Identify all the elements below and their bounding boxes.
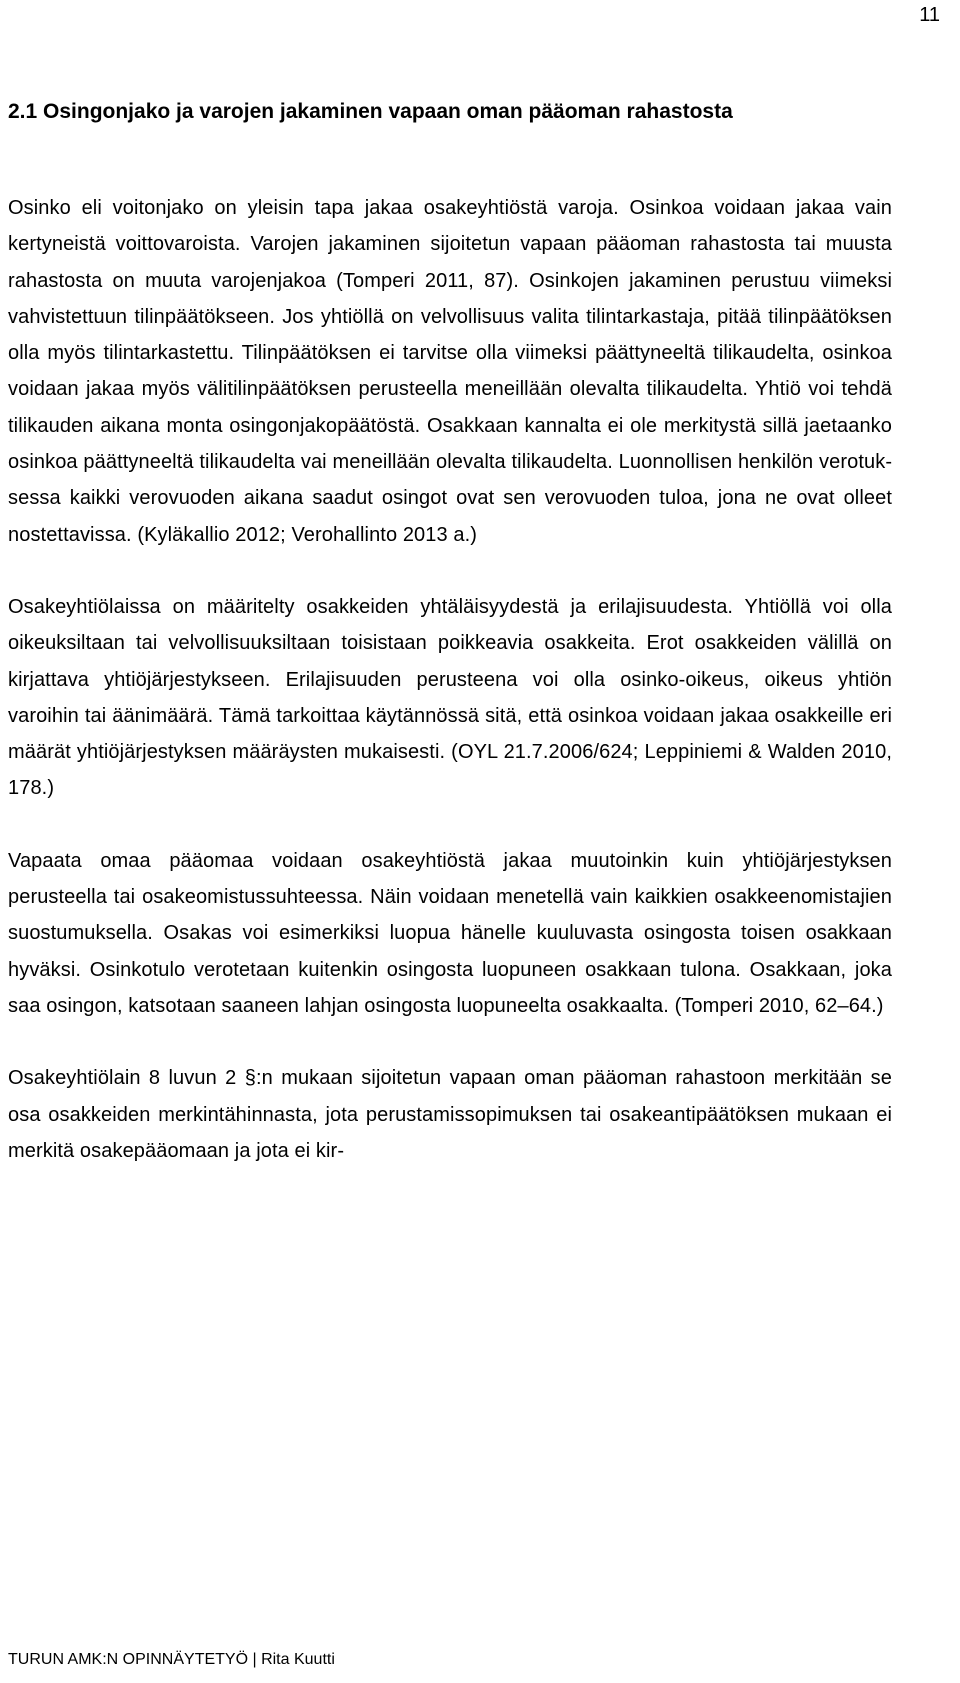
- section-heading: 2.1 Osingonjako ja varojen jakaminen vapaan oman pääoman rahastosta: [8, 100, 733, 123]
- body-text: [8, 190, 892, 1205]
- paragraph-dividends: Osinko eli voitonjako on yleisin tapa jakaa osakeyhtiöstä varoja. Osinkoa voidaan jakaa vain kertyneistä voittovaroista. Varojen jakaminen sijoitetun vapaan pääoman rahastosta tai muusta rahastosta on muuta varojenjakoa (Tomperi 2011, 87). Osinkojen jakaminen perustuu viimeksi vahvistettuun tilinpäätökseen. Jos yhtiöllä on velvollisuus valita tilintarkastaja, pitää tilinpäätöksen olla myös tilintarkastettu. Tilinpäätöksen ei tarvitse olla viimeksi päättyneeltä tilikaudelta, osinkoa voidaan jakaa myös välitilinpäätöksen perusteella meneillään olevalta tilikaudelta. Yhtiö voi tehdä tilikauden aikana monta osingonjakopäätöstä. Osakkaan kannalta ei ole merkitystä sillä jaetaanko osinkoa päättyneeltä tilikaudelta vai meneillään olevalta tilikaudelta. Luonnollisen henkilön verotuksessa kaikki verovuoden aikana saadut osingot ovat sen verovuoden tuloa, jona ne ovat olleet nostettavissa. (Kyläkallio 2012; Verohallinto 2013 a.): [8, 197, 892, 546]
- page-footer: TURUN AMK:N OPINNÄYTETYÖ | Rita Kuutti: [8, 1651, 335, 1668]
- paragraph-invested-fund: Osakeyhtiölain 8 luvun 2 §:n mukaan sijoitetun vapaan oman pääoman rahastoon merkitään se osa osakkeiden merkintähinnasta, jota perustamissopimuksen tai osakeantipäätöksen mukaan ei merkitä osakepääomaan ja jota ei kir-: [8, 1067, 892, 1162]
- paragraph-share-classes: Osakeyhtiölaissa on määritelty osakkeiden yhtäläisyydestä ja erilajisuudesta. Yhtiöllä voi olla oikeuksiltaan tai velvollisuuksiltaan toisistaan poikkeavia osakkeita. Erot osakkeiden välillä on kirjattava yhtiöjärjestykseen. Erilajisuuden perusteena voi olla osinko-oikeus, oikeus yhtiön varoihin tai äänimäärä. Tämä tarkoittaa käytännössä sitä, että osinkoa voidaan jakaa osakkeille eri määrät yhtiöjärjestyksen määräysten mukaisesti. (OYL 21.7.2006/624; Leppiniemi & Walden 2010, 178.): [8, 595, 892, 800]
- paragraph-free-equity: Vapaata omaa pääomaa voidaan osakeyhtiöstä jakaa muutoinkin kuin yhtiöjärjestyksen perusteella tai osakeomistussuhteessa. Näin voidaan menetellä vain kaikkien osakkeenomistajien suostumuksella. Osakas voi esimerkiksi luopua hänelle kuuluvasta osingosta toisen osakkaan hyväksi. Osinkotulo verotetaan kuitenkin osingosta luopuneen osakkaan tulona. Osakkaan, joka saa osingon, katsotaan saaneen lahjan osingosta luopuneelta osakkaalta. (Tomperi 2010, 62–64.): [8, 849, 892, 1017]
- page-number: 11: [919, 4, 940, 26]
